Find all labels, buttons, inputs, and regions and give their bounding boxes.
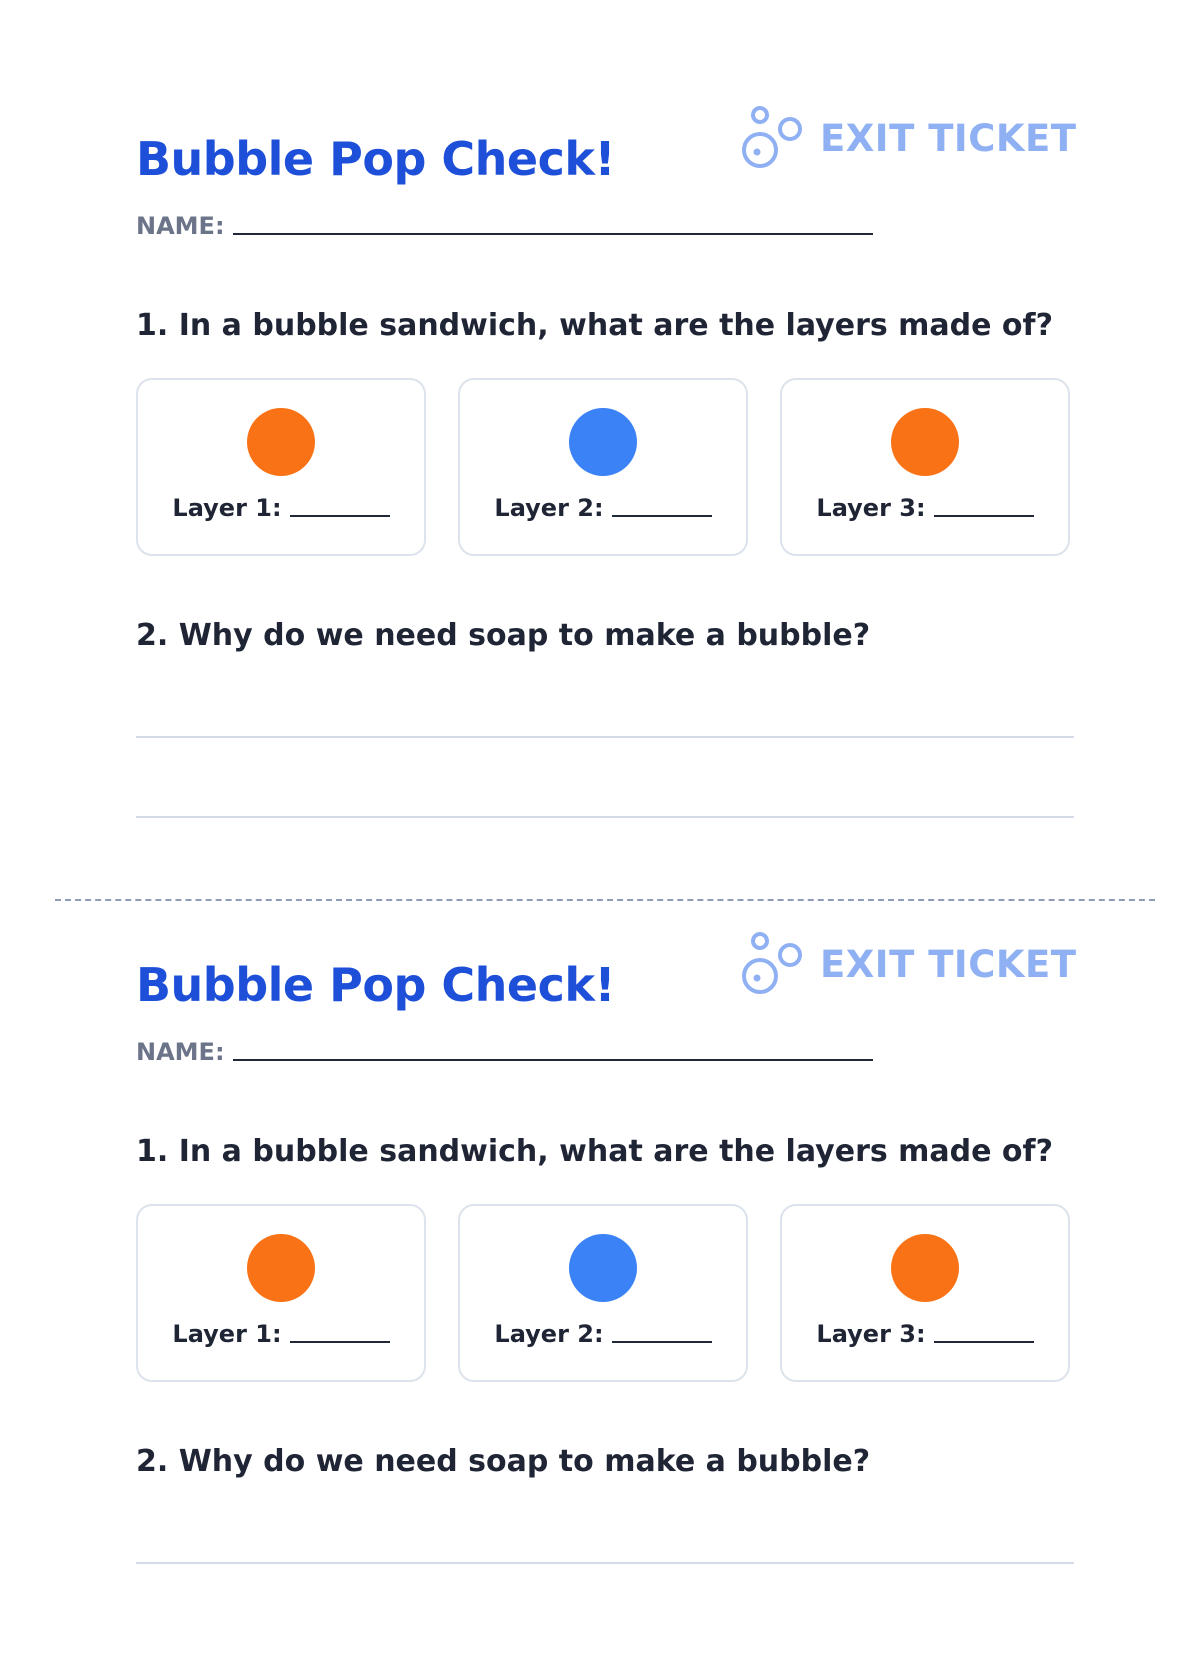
exit-ticket-badge xyxy=(740,108,1077,168)
exit-ticket-badge xyxy=(740,934,1077,994)
orange-bubble-icon xyxy=(891,408,959,476)
layer-1-label: Layer 1: xyxy=(172,1320,282,1348)
layer-2-blank[interactable] xyxy=(612,1323,712,1343)
exit-ticket-label: EXIT TICKET xyxy=(820,942,1077,986)
question-2: 2. Why do we need soap to make a bubble? xyxy=(136,618,871,653)
answer-line[interactable] xyxy=(136,1562,1074,1564)
layer-2-label: Layer 2: xyxy=(494,494,604,522)
name-blank[interactable] xyxy=(233,213,873,235)
layer-3-label: Layer 3: xyxy=(816,1320,926,1348)
question-1: 1. In a bubble sandwich, what are the layers made of? xyxy=(136,1134,1053,1169)
layer-2-label: Layer 2: xyxy=(494,1320,604,1348)
orange-bubble-icon xyxy=(247,408,315,476)
question-2: 2. Why do we need soap to make a bubble? xyxy=(136,1444,871,1479)
exit-ticket-2 xyxy=(0,826,1200,1666)
name-field xyxy=(136,212,873,240)
ticket-title: Bubble Pop Check! xyxy=(136,132,615,186)
layer-2-blank[interactable] xyxy=(612,497,712,517)
layer-3-label: Layer 3: xyxy=(816,494,926,522)
name-label: NAME: xyxy=(136,1038,225,1066)
layer-card-2 xyxy=(458,1204,748,1382)
name-label: NAME: xyxy=(136,212,225,240)
answer-line[interactable] xyxy=(136,816,1074,818)
layer-3-blank[interactable] xyxy=(934,1323,1034,1343)
layer-card-3 xyxy=(780,1204,1070,1382)
name-blank[interactable] xyxy=(233,1039,873,1061)
layer-card-2 xyxy=(458,378,748,556)
orange-bubble-icon xyxy=(891,1234,959,1302)
orange-bubble-icon xyxy=(247,1234,315,1302)
question-1: 1. In a bubble sandwich, what are the layers made of? xyxy=(136,308,1053,343)
name-field xyxy=(136,1038,873,1066)
layer-card-1 xyxy=(136,1204,426,1382)
answer-line[interactable] xyxy=(136,736,1074,738)
bubbles-icon xyxy=(740,931,806,997)
exit-ticket-label: EXIT TICKET xyxy=(820,116,1077,160)
ticket-title: Bubble Pop Check! xyxy=(136,958,615,1012)
bubbles-icon xyxy=(740,105,806,171)
layer-1-label: Layer 1: xyxy=(172,494,282,522)
blue-bubble-icon xyxy=(569,1234,637,1302)
layer-card-3 xyxy=(780,378,1070,556)
blue-bubble-icon xyxy=(569,408,637,476)
layer-1-blank[interactable] xyxy=(290,1323,390,1343)
layer-3-blank[interactable] xyxy=(934,497,1034,517)
layer-card-1 xyxy=(136,378,426,556)
layer-1-blank[interactable] xyxy=(290,497,390,517)
